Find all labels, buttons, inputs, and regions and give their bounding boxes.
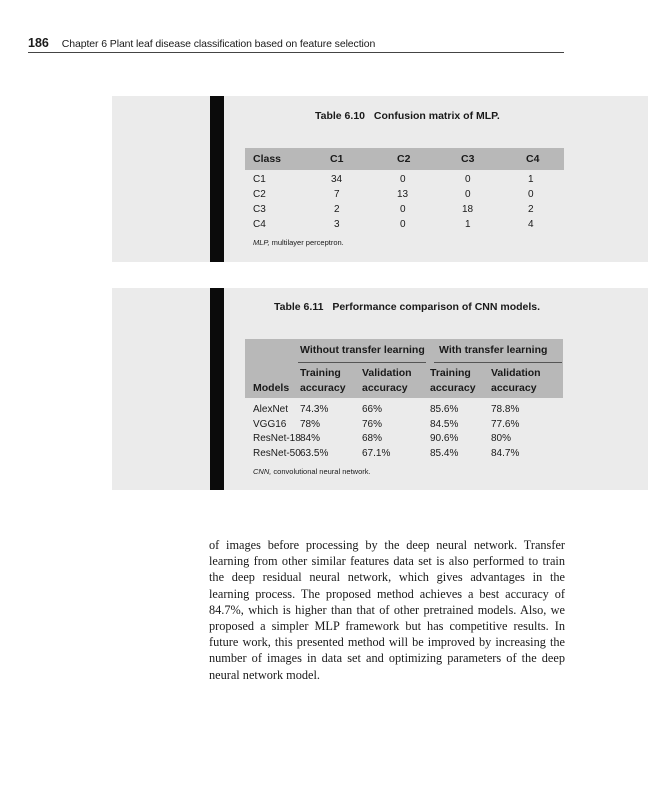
- table-cell: 18: [462, 204, 474, 215]
- column-header-line: Training: [430, 367, 471, 379]
- table-cell: 66%: [362, 404, 383, 415]
- table-cell: 90.6%: [430, 433, 459, 444]
- column-header: C2: [397, 153, 411, 165]
- column-header: C4: [526, 153, 540, 165]
- table-cell: 78.8%: [491, 404, 520, 415]
- column-header-line: accuracy: [362, 382, 408, 394]
- table-cell: 67.1%: [362, 447, 391, 459]
- table-6-11-group-header: [245, 339, 563, 364]
- table-6-10-header: [245, 148, 564, 170]
- table-cell: 77.6%: [491, 418, 520, 430]
- table-row: [245, 433, 563, 448]
- footnote-text: multilayer perceptron.: [269, 238, 344, 247]
- column-header-line: accuracy: [300, 382, 346, 394]
- table-row: [245, 219, 564, 234]
- column-header: Class: [253, 153, 282, 165]
- page-number: 186: [28, 36, 49, 50]
- column-header-line: accuracy: [430, 382, 476, 394]
- chapter-title: Chapter 6 Plant leaf disease classification based on feature selection: [61, 38, 376, 50]
- table-row: [245, 204, 564, 219]
- table-label: Table 6.11: [274, 301, 324, 313]
- table-cell: 68%: [362, 433, 383, 444]
- table-cell: 1: [528, 174, 534, 185]
- table-6-11-body: [245, 404, 563, 462]
- table-6-11-column-header: [245, 364, 563, 398]
- table-cell: 74.3%: [300, 404, 329, 415]
- table-cell: 0: [465, 174, 471, 185]
- table-cell: 0: [400, 204, 406, 215]
- table-cell: C1: [253, 174, 266, 185]
- group-header-with-transfer: With transfer learning: [439, 344, 548, 356]
- group-underline: [298, 362, 426, 363]
- table-cell: 0: [465, 189, 471, 200]
- footnote-text: convolutional neural network.: [271, 467, 371, 476]
- table-cell: 2: [334, 204, 340, 215]
- table-label: Table 6.10: [315, 110, 365, 122]
- table-row: [245, 174, 564, 189]
- table-cell: 80%: [491, 433, 512, 444]
- table-cell: C3: [253, 204, 266, 215]
- table-6-10-caption: [315, 110, 500, 122]
- table-cell: ResNet-50: [253, 447, 301, 459]
- table-row: [245, 448, 563, 463]
- table-cell: 85.6%: [430, 404, 459, 415]
- table-6-11-caption: [274, 301, 540, 313]
- body-paragraph: of images before processing by the deep neural network. Transfer learning from other similar features data set is also performed to train the deep residual neural network, which gives advantages in the learning process. The proposed method achieves a best accuracy of 84.7%, which is higher than that of other pretrained models. Also, we proposed a simpler MLP framework but has competitive results. In future work, this presented method will be improved by increasing the number of images in data set and optimizing parameters of the deep neural network model.: [209, 538, 565, 682]
- table-cell: 78%: [300, 418, 321, 430]
- column-header-line: Validation: [491, 367, 541, 379]
- table-cell: 84%: [300, 433, 321, 444]
- table-cell: 0: [528, 189, 534, 200]
- column-header-line: Validation: [362, 367, 412, 379]
- footnote-abbr: MLP,: [253, 238, 270, 247]
- table-cell: C4: [253, 219, 266, 230]
- table-cell: ResNet-18: [253, 433, 301, 444]
- table-row: [245, 419, 563, 434]
- column-header: C1: [330, 153, 344, 165]
- table-row: [245, 404, 563, 419]
- table-cell: 7: [334, 189, 340, 200]
- table-6-10-body: [245, 174, 564, 234]
- table-cell: 84.7%: [491, 447, 520, 459]
- table-cell: 0: [400, 219, 406, 230]
- table-cell: 3: [334, 219, 340, 230]
- table-6-11-footnote: [253, 467, 371, 476]
- table-cell: 76%: [362, 418, 383, 430]
- running-header: [28, 36, 564, 53]
- table-cell: 2: [528, 204, 534, 215]
- table-cell: 4: [528, 219, 534, 230]
- table-cell: VGG16: [253, 418, 287, 430]
- table-title: Confusion matrix of MLP.: [373, 110, 500, 122]
- column-header-line: accuracy: [491, 382, 537, 394]
- table-cell: 34: [331, 174, 343, 185]
- table-cell: 63.5%: [300, 447, 329, 459]
- table-title: Performance comparison of CNN models.: [332, 301, 541, 313]
- panel-side-bar: [210, 288, 224, 490]
- table-cell: 84.5%: [430, 418, 459, 430]
- table-cell: 0: [400, 174, 406, 185]
- column-header-models: Models: [253, 382, 290, 394]
- footnote-abbr: CNN,: [253, 467, 272, 476]
- table-row: [245, 189, 564, 204]
- table-cell: 85.4%: [430, 447, 459, 459]
- panel-side-bar: [210, 96, 224, 262]
- column-header-line: Training: [300, 367, 341, 379]
- table-6-10-footnote: [253, 238, 344, 247]
- table-cell: 13: [397, 189, 409, 200]
- table-cell: C2: [253, 189, 266, 200]
- group-underline: [434, 362, 562, 363]
- group-header-without-transfer: Without transfer learning: [300, 344, 425, 356]
- table-cell: AlexNet: [253, 404, 289, 415]
- table-cell: 1: [465, 219, 471, 230]
- column-header: C3: [461, 153, 475, 165]
